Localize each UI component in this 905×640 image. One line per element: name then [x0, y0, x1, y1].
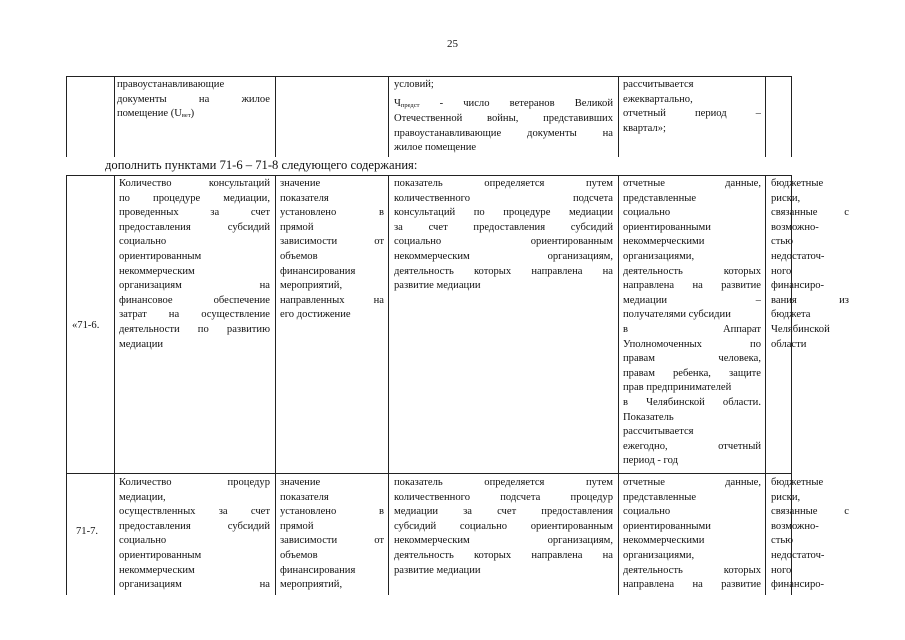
top-col-name	[117, 78, 270, 123]
text-line: Показатель	[623, 411, 674, 423]
text-line: некоммерческим организациям,	[394, 535, 613, 547]
row-source	[623, 177, 761, 469]
text-line: области	[771, 338, 807, 350]
text-line: социально ориентированным	[394, 236, 613, 248]
text-line: отчетные данные,	[623, 178, 761, 189]
row-divider	[66, 473, 792, 474]
text-line: ориентированным	[119, 250, 202, 262]
text-line: ного	[771, 265, 792, 277]
text-line: социально	[119, 236, 167, 248]
text-line: прямой	[280, 520, 314, 532]
text-line: ориентированными	[623, 520, 711, 532]
text-line: в Аппарат	[623, 323, 761, 335]
row-value	[280, 476, 384, 594]
row-name	[119, 177, 270, 352]
intro-text: дополнить пунктами 71-6 – 71-8 следующего содержания:	[105, 158, 418, 172]
text-line: представленные	[623, 491, 697, 503]
text-line: показатель определяется путем	[394, 477, 613, 488]
text-line: по процедуре медиации,	[119, 192, 270, 204]
text-line: прямой	[280, 221, 314, 233]
text-line: деятельности по развитию	[119, 323, 270, 335]
text-line: мероприятий,	[280, 579, 343, 591]
text-line: установлено в	[280, 207, 384, 219]
row-number: 71-7.	[76, 526, 99, 537]
text-line: Отечественной войны, представивших	[394, 113, 613, 125]
text-line: мероприятий,	[280, 280, 343, 292]
text-line: финансиро-	[771, 280, 825, 292]
text-line: рассчитывается	[623, 426, 694, 438]
text-line: финансиро-	[771, 579, 825, 591]
text-line: деятельность которых направлена на	[394, 265, 613, 277]
text-line: затрат на осуществление	[119, 309, 270, 321]
text-line: риски,	[771, 491, 801, 503]
text-line: направлена на развитие	[623, 579, 761, 591]
text-line: в Челябинской области.	[623, 396, 761, 408]
text-line: количественного подсчета	[394, 192, 613, 204]
text-line: ориентированным	[119, 549, 202, 561]
text-line: правоустанавливающие документы на	[394, 127, 613, 139]
text-line: медиации,	[119, 491, 166, 503]
page-number: 25	[447, 38, 458, 50]
text-line: деятельность которых направлена на	[394, 549, 613, 561]
text-line: связанные с	[771, 207, 849, 219]
text-line: возможно-	[771, 221, 819, 233]
top-col-source	[623, 78, 761, 136]
text-line: правам ребенка, защите	[623, 367, 761, 379]
text-line: медиации	[119, 338, 164, 350]
text-line: социально	[623, 506, 671, 518]
text-line: Уполномоченных по	[623, 338, 761, 350]
text-line: недостаточ-	[771, 549, 825, 561]
text-line: организациям на	[119, 579, 270, 591]
text-line: вания из	[771, 294, 849, 306]
text-line: значение	[280, 477, 321, 488]
text-line: Количество консультаций	[119, 178, 270, 189]
text-line: помещение $(U_{вет})$	[117, 108, 195, 120]
text-line: правам человека,	[623, 353, 761, 365]
row-risk	[771, 177, 849, 352]
text-line: предоставления субсидий	[119, 520, 270, 532]
text-line: представленные	[623, 192, 697, 204]
text-line: возможно-	[771, 520, 819, 532]
text-line: бюджетные	[771, 178, 824, 189]
text-line: объемов	[280, 250, 318, 262]
text-line: проведенных за счет	[119, 207, 270, 219]
text-line: период - год	[623, 455, 679, 467]
text-line: показателя	[280, 491, 329, 503]
text-line: деятельность которых	[623, 564, 761, 576]
text-line: осуществленных за счет	[119, 506, 270, 518]
text-line: медиации –	[623, 294, 761, 306]
text-line: связанные с	[771, 506, 849, 518]
text-line: предоставления субсидий	[119, 221, 270, 233]
text-line: отчетные данные,	[623, 477, 761, 488]
text-line: жилое помещение	[394, 142, 477, 154]
text-line: финансирования	[280, 265, 356, 277]
row-method	[394, 476, 613, 578]
text-line: условий;	[394, 79, 434, 90]
row-value	[280, 177, 384, 323]
text-line: $Ч_{предст}$ - число ветеранов Великой	[394, 97, 613, 109]
text-line: направлена на развитие	[623, 280, 761, 292]
text-line: показатель определяется путем	[394, 178, 613, 189]
text-line: развитие медиации	[394, 564, 481, 576]
text-line: рассчитывается	[623, 79, 694, 90]
text-line: субсидий социально ориентированным	[394, 520, 613, 532]
text-line: Количество процедур	[119, 477, 270, 488]
text-line: отчетный период –	[623, 108, 761, 120]
row-method	[394, 177, 613, 294]
text-line: квартал»;	[623, 122, 666, 134]
text-line: финансовое обеспечение	[119, 294, 270, 306]
text-line: бюджетные	[771, 477, 824, 488]
text-line: зависимости от	[280, 236, 384, 248]
text-line: зависимости от	[280, 535, 384, 547]
text-line: его достижение	[280, 309, 351, 321]
text-line: объемов	[280, 549, 318, 561]
text-line: установлено в	[280, 506, 384, 518]
text-line: недостаточ-	[771, 250, 825, 262]
row-risk	[771, 476, 849, 594]
text-line: за счет предоставления субсидий	[394, 221, 613, 233]
text-line: организациями,	[623, 250, 695, 262]
text-line: ежегодно, отчетный	[623, 440, 761, 452]
text-line: организациями,	[623, 549, 695, 561]
text-line: прав предпринимателей	[623, 382, 732, 394]
text-line: социально	[623, 207, 671, 219]
text-line: некоммерческим	[119, 265, 195, 277]
text-line: документы на жилое	[117, 93, 270, 105]
text-line: значение	[280, 178, 321, 189]
text-line: направленных на	[280, 294, 384, 306]
top-col-method	[394, 78, 613, 156]
text-line: некоммерческим организациям,	[394, 250, 613, 262]
text-line: некоммерческими	[623, 236, 705, 248]
text-line: Челябинской	[771, 323, 830, 335]
row-number: «71-6.	[72, 320, 100, 331]
text-line: медиации за счет предоставления	[394, 506, 613, 518]
text-line: риски,	[771, 192, 801, 204]
text-line: организациям на	[119, 280, 270, 292]
text-line: ежеквартально,	[623, 93, 693, 105]
text-line: финансирования	[280, 564, 356, 576]
text-line: правоустанавливающие	[117, 79, 225, 90]
text-line: стью	[771, 236, 794, 248]
text-line: получателями субсидии	[623, 309, 731, 321]
text-line: ориентированными	[623, 221, 711, 233]
text-line: социально	[119, 535, 167, 547]
text-line: консультаций по процедуре медиации	[394, 207, 613, 219]
text-line: развитие медиации	[394, 280, 481, 292]
row-name	[119, 476, 270, 594]
text-line: деятельность которых	[623, 265, 761, 277]
text-line: стью	[771, 535, 794, 547]
text-line: количественного подсчета процедур	[394, 491, 613, 503]
row-source	[623, 476, 761, 594]
text-line: показателя	[280, 192, 329, 204]
text-line: ного	[771, 564, 792, 576]
text-line: некоммерческим	[119, 564, 195, 576]
text-line: некоммерческими	[623, 535, 705, 547]
text-line: бюджета	[771, 309, 811, 321]
